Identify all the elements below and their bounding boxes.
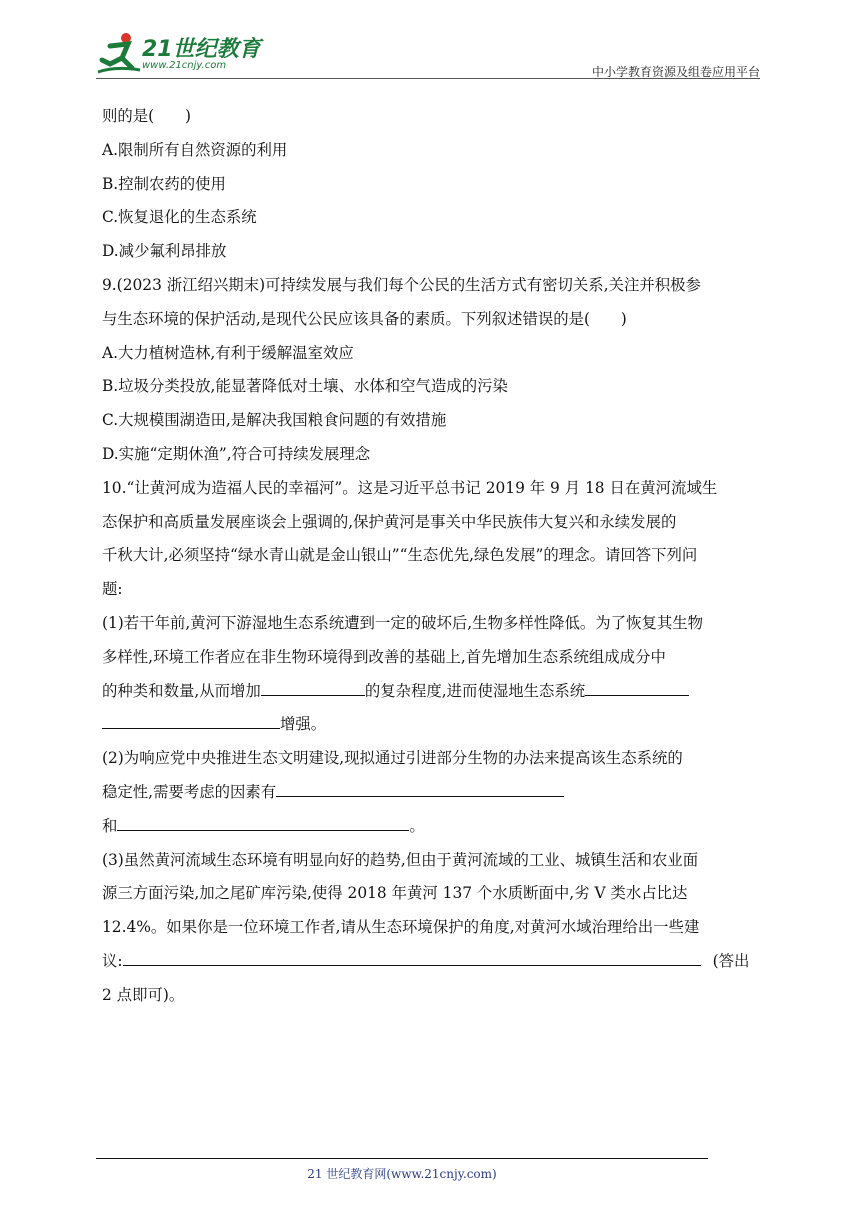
sub-question-3-cont: 12.4%。如果你是一位环境工作者,请从生态环境保护的角度,对黄河水域治理给出一些建 bbox=[102, 918, 700, 937]
question-10-stem-cont: 题: bbox=[102, 580, 123, 599]
sub-question-1-blanks: 的种类和数量,从而增加 的复杂程度,进而使湿地生态系统 bbox=[102, 675, 762, 709]
question-10-stem: 10.“让黄河成为造福人民的幸福河”。这是习近平总书记 2019 年 9 月 18 日在黄河流域生 bbox=[102, 478, 718, 497]
option-c: C.大规模围湖造田,是解决我国粮食问题的有效措施 bbox=[102, 411, 447, 430]
footer-divider bbox=[96, 1158, 708, 1159]
answer-blank[interactable] bbox=[276, 778, 564, 797]
page-header bbox=[96, 30, 760, 78]
platform-title: 中小学教育资源及组卷应用平台 bbox=[591, 65, 760, 79]
option-b: B.垃圾分类投放,能显著降低对土壤、水体和空气造成的污染 bbox=[102, 377, 508, 396]
option-a: A.大力植树造林,有利于缓解温室效应 bbox=[102, 343, 354, 362]
header-divider bbox=[96, 78, 760, 79]
sub-question-2-blanks-cont: 和 。 bbox=[102, 810, 762, 844]
text-line: 则的是( ) bbox=[102, 107, 191, 125]
question-10-stem-cont: 千秋大计,必须坚持“绿水青山就是金山银山”“生态优先,绿色发展”的理念。请回答下列问 bbox=[102, 546, 698, 565]
sub-question-1-blanks-cont: 增强。 bbox=[102, 708, 762, 742]
sub-question-3-note: 2 点即可)。 bbox=[102, 985, 185, 1004]
option-b: B.控制农药的使用 bbox=[102, 174, 226, 193]
sub-question-3-blank: 议: (答出 bbox=[102, 945, 762, 979]
sub-question-2: (2)为响应党中央推进生态文明建设,现拟通过引进部分生物的办法来提高该生态系统的 bbox=[102, 749, 683, 768]
option-d: D.减少氟利昂排放 bbox=[102, 242, 227, 261]
answer-blank[interactable] bbox=[585, 677, 689, 696]
answer-blank[interactable] bbox=[117, 812, 409, 831]
question-text bbox=[102, 100, 762, 1013]
logo-text: 21世纪教育 bbox=[142, 37, 261, 62]
sub-question-2-blanks: 稳定性,需要考虑的因素有 bbox=[102, 776, 762, 810]
question-9-stem: 9.(2023 浙江绍兴期末)可持续发展与我们每个公民的生活方式有密切关系,关注并积极参 bbox=[102, 275, 701, 294]
logo bbox=[96, 30, 266, 78]
sub-question-3: (3)虽然黄河流域生态环境有明显向好的趋势,但由于黄河流域的工业、城镇生活和农业面 bbox=[102, 850, 699, 869]
option-a: A.限制所有自然资源的利用 bbox=[102, 140, 288, 159]
sub-question-1: (1)若干年前,黄河下游湿地生态系统遭到一定的破坏后,生物多样性降低。为了恢复其生物 bbox=[102, 613, 704, 632]
logo-url: www.21cnjy.com bbox=[142, 60, 227, 71]
option-d: D.实施“定期休渔”,符合可持续发展理念 bbox=[102, 444, 371, 463]
question-10-stem-cont: 态保护和高质量发展座谈会上强调的,保护黄河是事关中华民族伟大复兴和永续发展的 bbox=[102, 512, 677, 531]
answer-blank[interactable] bbox=[123, 947, 701, 966]
answer-blank[interactable] bbox=[102, 710, 280, 729]
question-9-stem-cont: 与生态环境的保护活动,是现代公民应该具备的素质。下列叙述错误的是( ) bbox=[102, 309, 627, 328]
option-c: C.恢复退化的生态系统 bbox=[102, 208, 257, 227]
answer-blank[interactable] bbox=[261, 677, 365, 696]
sub-question-3-cont: 源三方面污染,加之尾矿库污染,使得 2018 年黄河 137 个水质断面中,劣 V 类水占比达 bbox=[102, 884, 688, 903]
sub-question-1-cont: 多样性,环境工作者应在非生物环境得到改善的基础上,首先增加生态系统组成成分中 bbox=[102, 647, 666, 666]
page-footer: 21 世纪教育网(www.21cnjy.com) bbox=[307, 1167, 497, 1181]
runner-icon bbox=[96, 30, 142, 76]
